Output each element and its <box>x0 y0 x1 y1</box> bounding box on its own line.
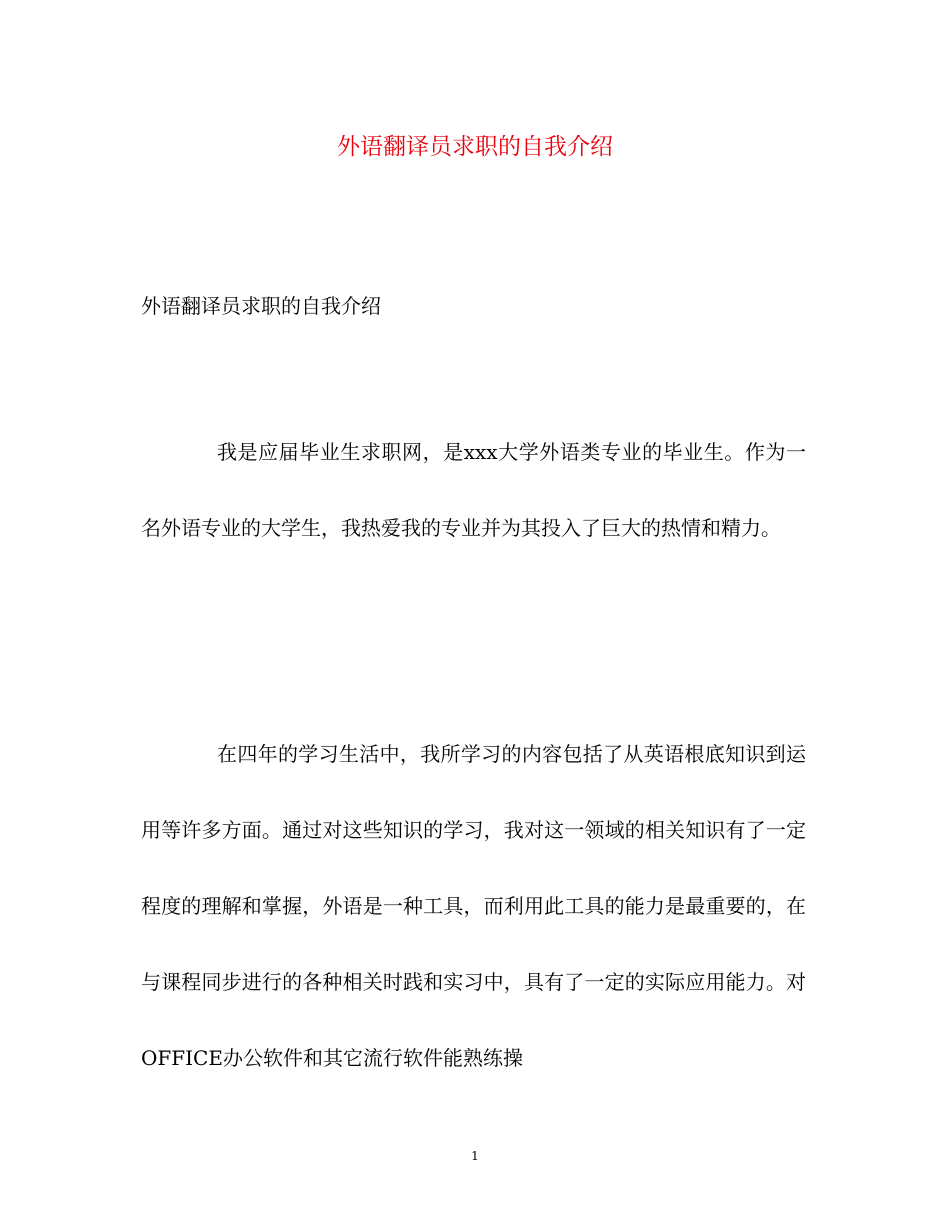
page-title: 外语翻译员求职的自我介绍 <box>337 134 613 160</box>
page-number: 1 <box>471 1149 479 1163</box>
document-subtitle: 外语翻译员求职的自我介绍 <box>141 294 381 318</box>
paragraph-intro: 我是应届毕业生求职网，是xxx大学外语类专业的毕业生。作为一名外语专业的大学生，我热爱我的专业并为其投入了巨大的热情和精力。 <box>141 440 806 540</box>
paragraph-study: 在四年的学习生活中，我所学习的内容包括了从英语根底知识到运用等许多方面。通过对这些知识的学习，我对这一领域的相关知识有了一定程度的理解和掌握，外语是一种工具，而利用此工具的能力是最重要的，在与课程同步进行的各种相关时践和实习中，具有了一定的实际应用能力。对OFFICE办公软件和其它流行软件能熟练操 <box>141 742 806 1070</box>
